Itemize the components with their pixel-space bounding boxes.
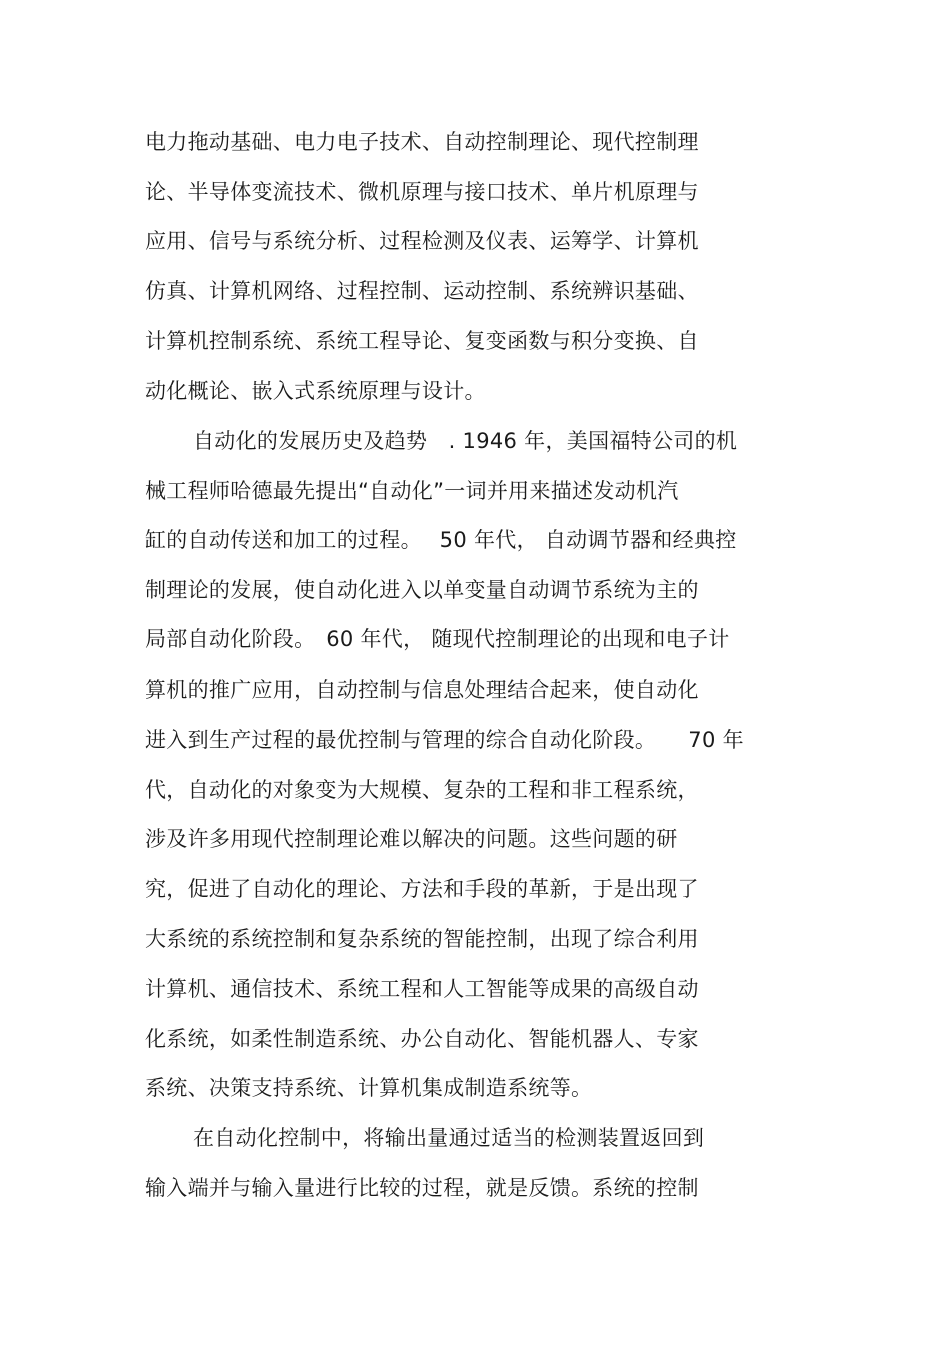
text-line: 制理论的发展，使自动化进入以单变量自动调节系统为主的 xyxy=(145,578,699,602)
text-line: 输入端并与输入量进行比较的过程，就是反馈。系统的控制 xyxy=(145,1176,699,1200)
text-line: 代，自动化的对象变为大规模、复杂的工程和非工程系统， xyxy=(145,778,699,802)
text-line: 化系统，如柔性制造系统、办公自动化、智能机器人、专家 xyxy=(145,1027,699,1051)
text-line: 械工程师哈德最先提出“自动化”一词并用来描述发动机汽 xyxy=(145,479,679,503)
text-line: 应用、信号与系统分析、过程检测及仪表、运筹学、计算机 xyxy=(145,229,699,253)
text-line: 计算机控制系统、系统工程导论、复变函数与积分变换、自 xyxy=(145,329,699,353)
text-line: 缸的自动传送和加工的过程。 50 年代， 自动调节器和经典控 xyxy=(145,528,737,552)
text-line: 动化概论、嵌入式系统原理与设计。 xyxy=(145,379,486,403)
text-line: 局部自动化阶段。 60 年代， 随现代控制理论的出现和电子计 xyxy=(145,627,730,651)
text-line: 系统、决策支持系统、计算机集成制造系统等。 xyxy=(145,1076,593,1100)
text-line: 涉及许多用现代控制理论难以解决的问题。这些问题的研 xyxy=(145,827,678,851)
text-line: 在自动化控制中，将输出量通过适当的检测装置返回到 xyxy=(193,1126,705,1150)
text-line: 仿真、计算机网络、过程控制、运动控制、系统辨识基础、 xyxy=(145,279,699,303)
text-line: 算机的推广应用，自动控制与信息处理结合起来，使自动化 xyxy=(145,678,699,702)
text-line: 大系统的系统控制和复杂系统的智能控制，出现了综合利用 xyxy=(145,927,699,951)
text-line: 究，促进了自动化的理论、方法和手段的革新，于是出现了 xyxy=(145,877,699,901)
text-line: 计算机、通信技术、系统工程和人工智能等成果的高级自动 xyxy=(145,977,699,1001)
text-line: 电力拖动基础、电力电子技术、自动控制理论、现代控制理 xyxy=(145,130,699,154)
text-line: 自动化的发展历史及趋势 . 1946 年，美国福特公司的机 xyxy=(193,429,738,453)
text-line: 论、半导体变流技术、微机原理与接口技术、单片机原理与 xyxy=(145,180,699,204)
text-line: 进入到生产过程的最优控制与管理的综合自动化阶段。 70 年 xyxy=(145,728,744,752)
